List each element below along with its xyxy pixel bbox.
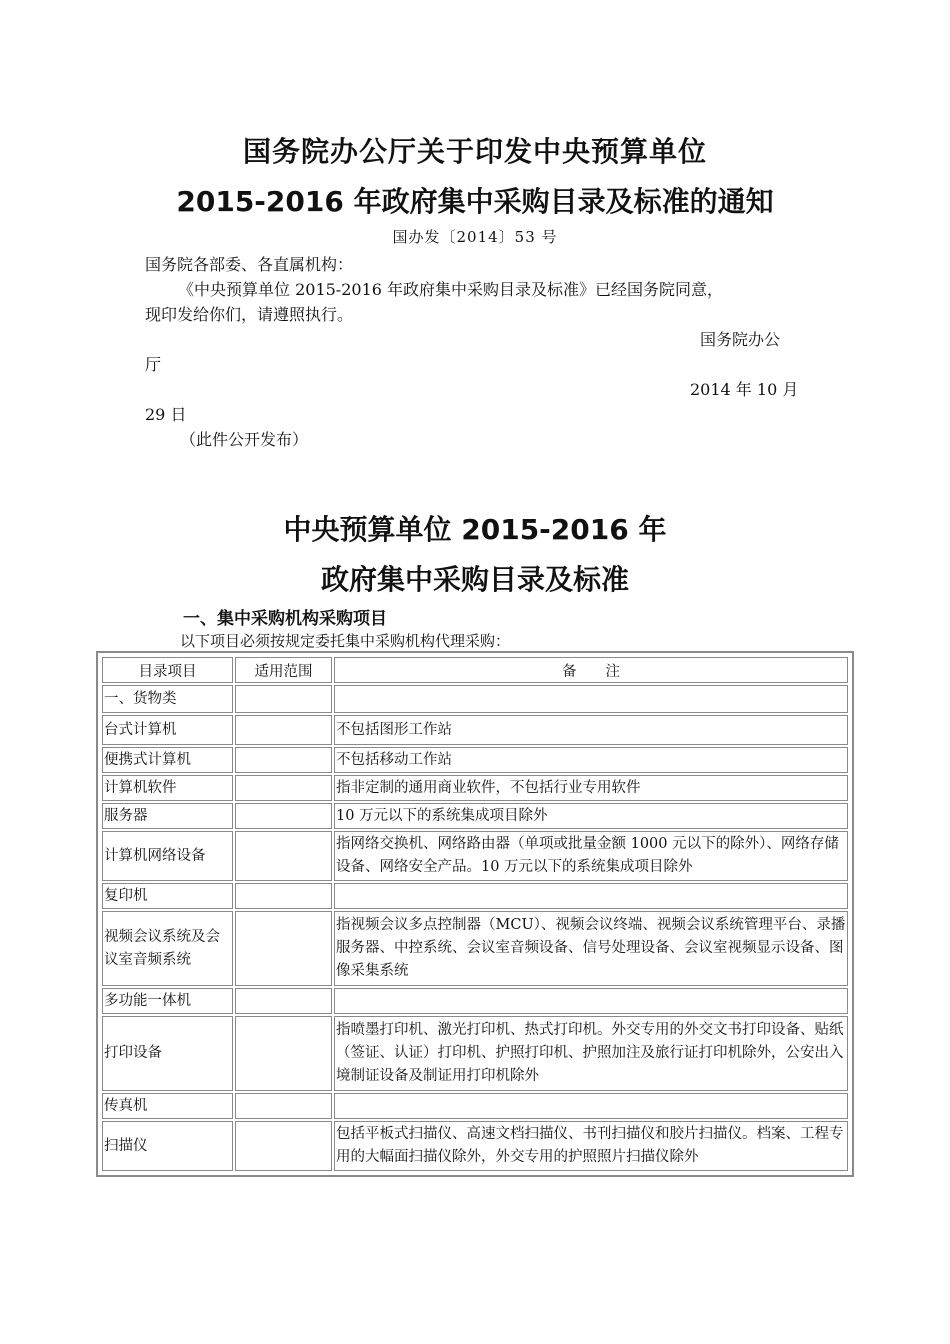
notice-title-line1: 国务院办公厅关于印发中央预算单位 xyxy=(242,135,707,168)
procurement-table xyxy=(96,651,854,1177)
table-header-row xyxy=(102,657,848,683)
header-item: 目录项目 xyxy=(102,657,233,683)
table-row xyxy=(102,1016,848,1091)
table-row xyxy=(102,775,848,801)
cell-note: 指网络交换机、网络路由器（单项或批量金额 1000 元以下的除外）、网络存储设备、网络安全产品。10 万元以下的系统集成项目除外 xyxy=(334,831,848,881)
cell-note xyxy=(334,685,848,713)
cell-scope xyxy=(235,1016,332,1091)
cell-item: 计算机网络设备 xyxy=(102,831,233,881)
cell-item: 复印机 xyxy=(102,883,233,909)
catalog-title-line1: 中央预算单位 2015-2016 年 xyxy=(283,513,667,546)
cell-item: 打印设备 xyxy=(102,1016,233,1091)
cell-item: 一、货物类 xyxy=(102,685,233,713)
cell-note: 不包括图形工作站 xyxy=(334,715,848,745)
cell-item: 服务器 xyxy=(102,803,233,829)
cell-scope xyxy=(235,911,332,986)
table-row xyxy=(102,1121,848,1171)
table-row xyxy=(102,803,848,829)
table-row xyxy=(102,747,848,773)
salutation: 国务院各部委、各直属机构： xyxy=(145,255,354,274)
cell-note: 不包括移动工作站 xyxy=(334,747,848,773)
cell-scope xyxy=(235,685,332,713)
cell-scope xyxy=(235,715,332,745)
cell-note: 包括平板式扫描仪、高速文档扫描仪、书刊扫描仪和胶片扫描仪。档案、工程专用的大幅面扫描仪除外，外交专用的护照照片扫描仪除外 xyxy=(334,1121,848,1171)
cell-item: 视频会议系统及会议室音频系统 xyxy=(102,911,233,986)
cell-note: 10 万元以下的系统集成项目除外 xyxy=(334,803,848,829)
cell-item: 便携式计算机 xyxy=(102,747,233,773)
date-line1: 2014 年 10 月 xyxy=(690,380,799,399)
cell-scope xyxy=(235,747,332,773)
cell-note: 指喷墨打印机、激光打印机、热式打印机。外交专用的外交文书打印设备、贴纸（签证、认证）打印机、护照打印机、护照加注及旅行证打印机除外，公安出入境制证设备及制证用打印机除外 xyxy=(334,1016,848,1091)
header-note: 备 注 xyxy=(334,657,848,683)
table-row xyxy=(102,911,848,986)
header-scope: 适用范围 xyxy=(235,657,332,683)
notice-body-line2: 现印发给你们，请遵照执行。 xyxy=(145,305,354,324)
issuer-line2: 厅 xyxy=(145,355,162,374)
catalog-title-line2: 政府集中采购目录及标准 xyxy=(320,563,629,596)
cell-item: 多功能一体机 xyxy=(102,988,233,1014)
cell-item: 计算机软件 xyxy=(102,775,233,801)
cell-item: 扫描仪 xyxy=(102,1121,233,1171)
cell-note xyxy=(334,1093,848,1119)
table-row xyxy=(102,883,848,909)
table-intro: 以下项目必须按规定委托集中采购机构代理采购： xyxy=(180,632,511,650)
cell-scope xyxy=(235,775,332,801)
cell-scope xyxy=(235,831,332,881)
cell-note: 指视频会议多点控制器（MCU）、视频会议终端、视频会议系统管理平台、录播服务器、中控系统、会议室音频设备、信号处理设备、会议室视频显示设备、图像采集系统 xyxy=(334,911,848,986)
notice-body-line1: 《中央预算单位 2015-2016 年政府集中采购目录及标准》已经国务院同意， xyxy=(178,280,724,299)
table-row xyxy=(102,1093,848,1119)
table-row xyxy=(102,715,848,745)
notice-title-line2: 2015-2016 年政府集中采购目录及标准的通知 xyxy=(176,185,774,218)
cell-scope xyxy=(235,1121,332,1171)
table-row xyxy=(102,685,848,713)
table-row xyxy=(102,831,848,881)
cell-scope xyxy=(235,988,332,1014)
cell-note xyxy=(334,988,848,1014)
cell-note: 指非定制的通用商业软件，不包括行业专用软件 xyxy=(334,775,848,801)
cell-note xyxy=(334,883,848,909)
cell-scope xyxy=(235,883,332,909)
cell-item: 台式计算机 xyxy=(102,715,233,745)
document-number: 国办发〔2014〕53 号 xyxy=(392,228,558,246)
table-row xyxy=(102,988,848,1014)
section-heading: 一、集中采购机构采购项目 xyxy=(183,609,387,629)
publish-note: （此件公开发布） xyxy=(180,430,309,449)
cell-scope xyxy=(235,803,332,829)
cell-item: 传真机 xyxy=(102,1093,233,1119)
date-line2: 29 日 xyxy=(145,405,187,424)
cell-scope xyxy=(235,1093,332,1119)
issuer-line1: 国务院办公 xyxy=(700,330,781,349)
